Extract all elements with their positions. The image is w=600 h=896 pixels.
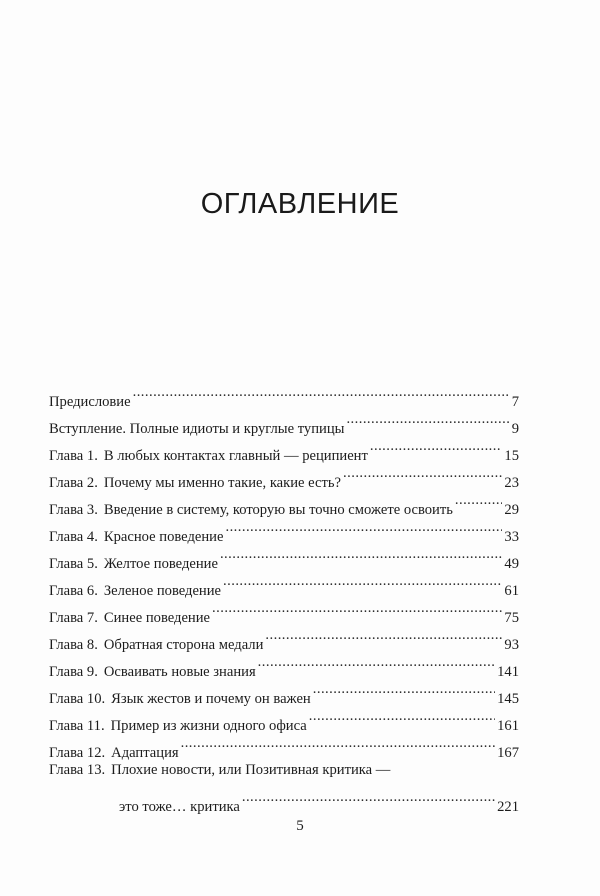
toc-dot-leader (181, 730, 496, 757)
toc-page-number: 145 (497, 691, 519, 707)
table-of-contents (49, 379, 519, 815)
toc-chapter-label: Глава 12. (49, 745, 106, 761)
toc-chapter-label: Глава 9. (49, 664, 98, 680)
toc-dot-leader (455, 487, 503, 514)
toc-chapter-label: Глава 2. (49, 475, 98, 491)
toc-page-number: 167 (497, 745, 519, 761)
toc-chapter-label: Глава 7. (49, 610, 98, 626)
toc-page-number: 93 (504, 637, 519, 653)
toc-entry-title: Язык жестов и почему он важен (111, 691, 311, 707)
toc-dot-leader (346, 406, 509, 433)
toc-chapter-label: Глава 3. (49, 502, 98, 518)
toc-dot-leader (242, 784, 495, 811)
toc-page-number: 7 (511, 394, 519, 410)
toc-page-number: 33 (504, 529, 519, 545)
toc-entry-title: Введение в систему, которую вы точно сможете освоить (103, 502, 453, 518)
toc-chapter-label: Глава 13. (49, 762, 106, 778)
toc-dot-leader (258, 649, 495, 676)
toc-page-number: 9 (511, 421, 519, 437)
toc-entry-title: Осваивать новые знания (103, 664, 256, 680)
toc-dot-leader (370, 433, 503, 460)
toc-entry-title: Красное поведение (103, 529, 224, 545)
toc-chapter-label: Глава 11. (49, 718, 105, 734)
toc-dot-leader (343, 460, 502, 487)
toc-entry-chapter-13 (49, 757, 519, 815)
toc-entry-title: Желтое поведение (103, 556, 218, 572)
toc-page-number: 29 (504, 502, 519, 518)
toc-entry-title: Пример из жизни одного офиса (110, 718, 307, 734)
toc-page-number: 23 (504, 475, 519, 491)
toc-entry-title: Предисловие (49, 394, 131, 410)
toc-page-number: 161 (497, 718, 519, 734)
toc-page-number: 221 (497, 799, 519, 815)
toc-page-number: 75 (504, 610, 519, 626)
toc-dot-leader (223, 568, 502, 595)
toc-dot-leader (133, 379, 510, 406)
toc-dot-leader (309, 703, 495, 730)
toc-page-number: 49 (504, 556, 519, 572)
toc-chapter-label: Глава 8. (49, 637, 98, 653)
toc-page-number: 61 (504, 583, 519, 599)
toc-chapter-label: Глава 1. (49, 448, 98, 464)
toc-entry-title: Адаптация (111, 745, 179, 761)
toc-dot-leader (225, 514, 502, 541)
page-title: ОГЛАВЛЕНИЕ (200, 188, 400, 220)
toc-entry-title: В любых контактах главный — реципиент (103, 448, 368, 464)
toc-entry-title: Почему мы именно такие, какие есть? (103, 475, 342, 491)
toc-dot-leader (212, 595, 502, 622)
toc-dot-leader (220, 541, 502, 568)
toc-dot-leader (265, 622, 502, 649)
toc-chapter-label: Глава 10. (49, 691, 106, 707)
toc-entry-title-continuation: это тоже… критика (119, 799, 240, 815)
toc-chapter-label: Глава 6. (49, 583, 98, 599)
toc-entry-title: Синее поведение (103, 610, 211, 626)
toc-chapter-label: Глава 5. (49, 556, 98, 572)
toc-entry-title: Плохие новости, или Позитивная критика — (111, 762, 391, 778)
toc-dot-leader (313, 676, 495, 703)
toc-page-number: 141 (497, 664, 519, 680)
toc-entry-title: Обратная сторона медали (103, 637, 264, 653)
toc-entry-preface (49, 379, 519, 410)
toc-entry-title: Вступление. Полные идиоты и круглые тупицы (49, 421, 345, 437)
page-folio-number: 5 (296, 818, 304, 834)
toc-page-number: 15 (504, 448, 519, 464)
toc-entry-title: Зеленое поведение (103, 583, 222, 599)
toc-chapter-label: Глава 4. (49, 529, 98, 545)
